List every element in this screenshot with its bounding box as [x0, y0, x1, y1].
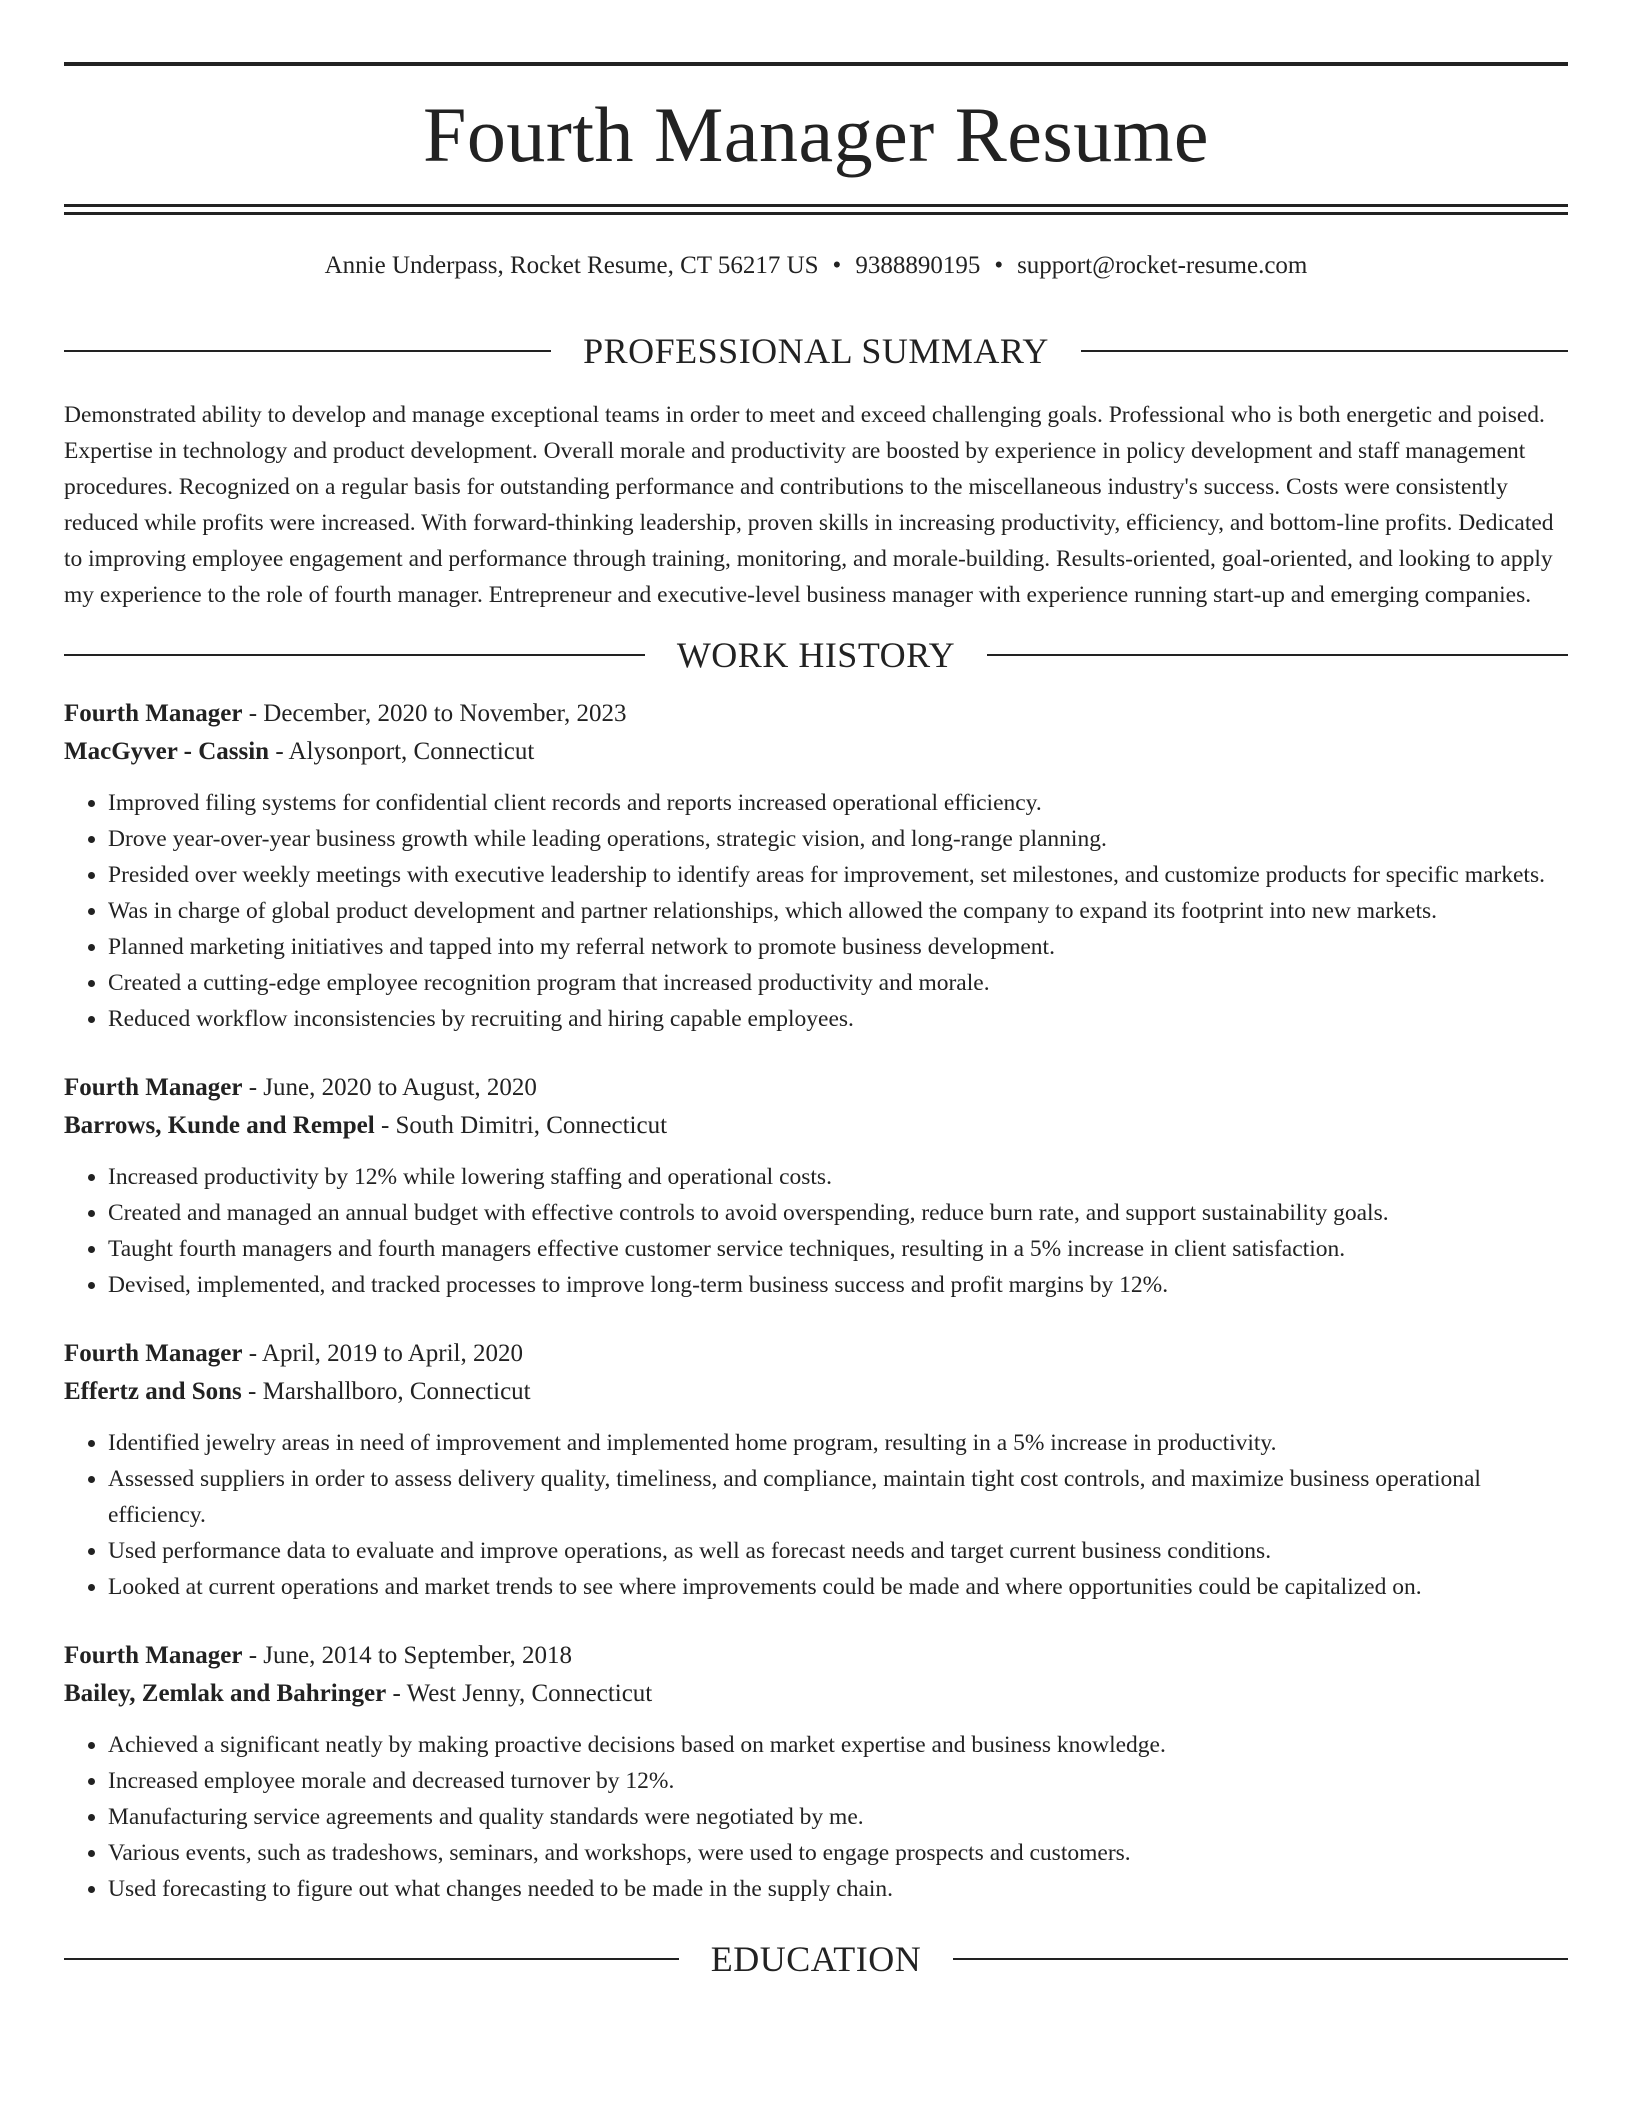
- job-bullets: [64, 1159, 1568, 1303]
- job-bullet-item: • Created and managed an annual budget with effective controls to avoid overspending, reduce burn rate, and support sustainability goals.: [108, 1195, 1568, 1231]
- top-rule: [64, 62, 1568, 66]
- job-company-line: [64, 1107, 1568, 1145]
- job-bullet-item: • Drove year-over-year business growth while leading operations, strategic vision, and long-range planning.: [108, 821, 1568, 857]
- company-name: Barrows, Kunde and Rempel: [64, 1112, 375, 1139]
- contact-address: Annie Underpass, Rocket Resume, CT 56217 US: [324, 252, 819, 279]
- education-section-title: EDUCATION: [710, 1939, 922, 1979]
- company-name: Bailey, Zemlak and Bahringer: [64, 1680, 387, 1707]
- job-bullet-item: • Used performance data to evaluate and improve operations, as well as forecast needs and target current business conditions.: [108, 1533, 1568, 1569]
- job-title-line: [64, 1069, 1568, 1107]
- page-title: Fourth Manager Resume: [422, 91, 1209, 178]
- job-bullet-item: • Created a cutting-edge employee recognition program that increased productivity and morale.: [108, 965, 1568, 1001]
- job-title: Fourth Manager: [64, 1642, 243, 1669]
- contact-email[interactable]: support@rocket-resume.com: [1017, 252, 1308, 279]
- job-dates: - December, 2020 to November, 2023: [242, 700, 627, 727]
- job-bullets: [64, 1425, 1568, 1605]
- job-bullet-item: • Planned marketing initiatives and tapped into my referral network to promote business development.: [108, 929, 1568, 965]
- work-section-heading: [64, 637, 1568, 673]
- company-location: - South Dimitri, Connecticut: [374, 1112, 668, 1139]
- job-bullet-item: • Increased productivity by 12% while lowering staffing and operational costs.: [108, 1159, 1568, 1195]
- work-history-list: [64, 695, 1568, 1907]
- heading-rule-right: [1081, 350, 1568, 352]
- professional-summary-text: Demonstrated ability to develop and manage exceptional teams in order to meet and exceed challenging goals. Professional who is both energetic and poised. Expertise in technology and product development. Overall morale and productivity are boosted by experience in policy development and staff management procedures. Recognized on a regular basis for outstanding performance and contributions to the miscellaneous industry's success. Costs were consistently reduced while profits were increased. With forward-thinking leadership, proven skills in increasing productivity, efficiency, and bottom-line profits. Dedicated to improving employee engagement and performance through training, monitoring, and morale-building. Results-oriented, goal-oriented, and looking to apply my experience to the role of fourth manager. Entrepreneur and executive-level business manager with experience running start-up and emerging companies.: [64, 402, 1554, 608]
- job-entry: [64, 695, 1568, 1037]
- company-location: - Marshallboro, Connecticut: [241, 1378, 531, 1405]
- job-title: Fourth Manager: [64, 1074, 243, 1101]
- summary-section-title: PROFESSIONAL SUMMARY: [583, 331, 1049, 371]
- job-bullet-item: • Was in charge of global product development and partner relationships, which allowed the company to expand its footprint into new markets.: [108, 893, 1568, 929]
- job-company-line: [64, 733, 1568, 771]
- company-location: - Alysonport, Connecticut: [269, 738, 535, 765]
- job-bullet-item: • Improved filing systems for confidential client records and reports increased operational efficiency.: [108, 785, 1568, 821]
- job-dates: - April, 2019 to April, 2020: [242, 1340, 524, 1367]
- job-bullet-item: • Identified jewelry areas in need of improvement and implemented home program, resulting in a 5% increase in productivity.: [108, 1425, 1568, 1461]
- contact-separator: •: [832, 252, 842, 279]
- job-bullet-item: • Devised, implemented, and tracked processes to improve long-term business success and profit margins by 12%.: [108, 1267, 1568, 1303]
- job-bullet-item: • Manufacturing service agreements and quality standards were negotiated by me.: [108, 1799, 1568, 1835]
- title-double-rule: [64, 204, 1568, 215]
- job-bullet-item: • Assessed suppliers in order to assess delivery quality, timeliness, and compliance, maintain tight cost controls, and maximize business operational efficiency.: [108, 1461, 1568, 1533]
- resume-page: [64, 0, 1568, 1977]
- job-bullet-item: • Various events, such as tradeshows, seminars, and workshops, were used to engage prospects and customers.: [108, 1835, 1568, 1871]
- job-title-line: [64, 1335, 1568, 1373]
- job-bullet-item: • Taught fourth managers and fourth managers effective customer service techniques, resulting in a 5% increase in client satisfaction.: [108, 1231, 1568, 1267]
- company-name: Effertz and Sons: [64, 1378, 242, 1405]
- heading-rule-right: [987, 654, 1568, 656]
- job-dates: - June, 2020 to August, 2020: [242, 1074, 537, 1101]
- job-title-line: [64, 695, 1568, 733]
- job-title: Fourth Manager: [64, 1340, 243, 1367]
- education-section-heading: [64, 1941, 1568, 1977]
- job-title: Fourth Manager: [64, 700, 243, 727]
- job-bullets: [64, 1727, 1568, 1907]
- job-entry: [64, 1637, 1568, 1907]
- job-company-line: [64, 1373, 1568, 1411]
- contact-separator: •: [994, 252, 1004, 279]
- job-dates: - June, 2014 to September, 2018: [242, 1642, 572, 1669]
- heading-rule-left: [64, 1958, 679, 1960]
- summary-section-heading: [64, 333, 1568, 369]
- work-section-title: WORK HISTORY: [676, 635, 956, 675]
- heading-rule-right: [953, 1958, 1568, 1960]
- job-title-line: [64, 1637, 1568, 1675]
- job-company-line: [64, 1675, 1568, 1713]
- job-bullet-item: • Used forecasting to figure out what changes needed to be made in the supply chain.: [108, 1871, 1568, 1907]
- contact-line: [64, 251, 1568, 281]
- company-name: MacGyver - Cassin: [64, 738, 270, 765]
- job-bullet-item: • Looked at current operations and market trends to see where improvements could be made and where opportunities could be capitalized on.: [108, 1569, 1568, 1605]
- job-bullet-item: • Increased employee morale and decreased turnover by 12%.: [108, 1763, 1568, 1799]
- heading-rule-left: [64, 350, 551, 352]
- contact-phone[interactable]: 9388890195: [855, 252, 981, 279]
- job-bullets: [64, 785, 1568, 1037]
- job-entry: [64, 1335, 1568, 1605]
- job-bullet-item: • Achieved a significant neatly by making proactive decisions based on market expertise and business knowledge.: [108, 1727, 1568, 1763]
- job-entry: [64, 1069, 1568, 1303]
- heading-rule-left: [64, 654, 645, 656]
- job-bullet-item: • Reduced workflow inconsistencies by recruiting and hiring capable employees.: [108, 1001, 1568, 1037]
- company-location: - West Jenny, Connecticut: [386, 1680, 653, 1707]
- job-bullet-item: • Presided over weekly meetings with executive leadership to identify areas for improvement, set milestones, and customize products for specific markets.: [108, 857, 1568, 893]
